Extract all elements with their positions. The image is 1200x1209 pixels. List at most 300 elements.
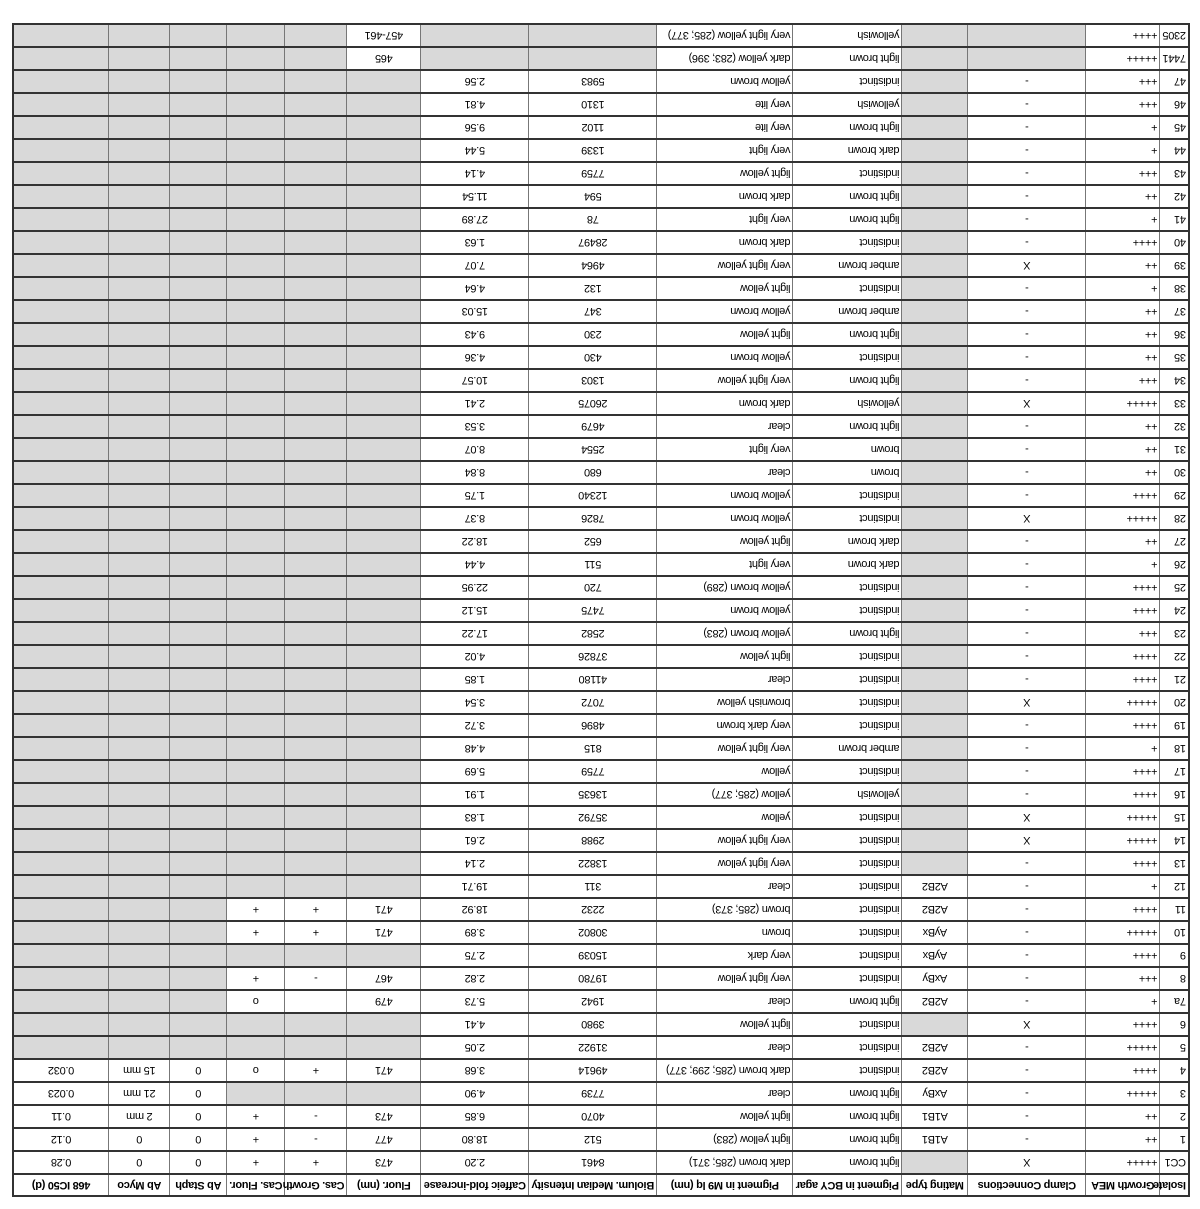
- cell-cas-fluor: o: [227, 1059, 285, 1082]
- cell-caffeic-fold: 9.43: [421, 323, 529, 346]
- cell-biolum-intensity: 2988: [529, 829, 657, 852]
- table-row: [13, 346, 1189, 369]
- table-row: [13, 645, 1189, 668]
- cell-pigment-m9: very light: [657, 438, 793, 461]
- cell-cas-growth: [285, 323, 347, 346]
- cell-mating-type: [902, 737, 968, 760]
- cell-ic50: [13, 415, 109, 438]
- cell-ab-staph: [170, 369, 227, 392]
- cell-biolum-intensity: 49614: [529, 1059, 657, 1082]
- table-row: [13, 484, 1189, 507]
- cell-caffeic-fold: 2.14: [421, 852, 529, 875]
- cell-biolum-intensity: 7475: [529, 599, 657, 622]
- column-header-ab-myco: Ab Myco: [109, 1174, 170, 1196]
- table-row: [13, 714, 1189, 737]
- cell-ab-staph: [170, 277, 227, 300]
- cell-fluor-nm: [347, 691, 421, 714]
- cell-ic50: [13, 668, 109, 691]
- cell-caffeic-fold: 2.61: [421, 829, 529, 852]
- cell-clamp-connections: -: [968, 70, 1086, 93]
- cell-pigment-m9: light yellow: [657, 1013, 793, 1036]
- cell-ic50: [13, 254, 109, 277]
- cell-ic50: [13, 162, 109, 185]
- cell-cas-fluor: [227, 254, 285, 277]
- cell-ab-myco: [109, 300, 170, 323]
- cell-ic50: 0.11: [13, 1105, 109, 1128]
- cell-mating-type: [902, 783, 968, 806]
- cell-pigment-m9: very light: [657, 208, 793, 231]
- cell-clamp-connections: -: [968, 737, 1086, 760]
- cell-mating-type: [902, 829, 968, 852]
- column-header-cas-fluor: Cas. Fluor.: [227, 1174, 285, 1196]
- cell-ab-myco: [109, 116, 170, 139]
- cell-fluor-nm: [347, 208, 421, 231]
- cell-biolum-intensity: 4070: [529, 1105, 657, 1128]
- cell-caffeic-fold: 8.84: [421, 461, 529, 484]
- cell-cas-growth: [285, 530, 347, 553]
- cell-cas-growth: [285, 737, 347, 760]
- cell-ab-staph: [170, 783, 227, 806]
- table-row: [13, 438, 1189, 461]
- cell-pigment-bcy: yellowish: [793, 392, 902, 415]
- cell-cas-growth: [285, 783, 347, 806]
- cell-caffeic-fold: 7.07: [421, 254, 529, 277]
- cell-caffeic-fold: 1.75: [421, 484, 529, 507]
- cell-isolate: 7441: [1160, 47, 1189, 70]
- cell-ab-myco: [109, 415, 170, 438]
- cell-isolate: 12: [1160, 875, 1189, 898]
- cell-ic50: [13, 484, 109, 507]
- cell-mating-type: [902, 852, 968, 875]
- table-row: [13, 139, 1189, 162]
- cell-biolum-intensity: 1310: [529, 93, 657, 116]
- cell-ab-staph: [170, 668, 227, 691]
- cell-fluor-nm: [347, 461, 421, 484]
- table-row: [13, 898, 1189, 921]
- cell-growth-mea: ++: [1086, 323, 1160, 346]
- cell-cas-fluor: [227, 1082, 285, 1105]
- cell-ab-myco: [109, 806, 170, 829]
- cell-cas-fluor: [227, 1013, 285, 1036]
- cell-ic50: [13, 208, 109, 231]
- cell-ic50: [13, 93, 109, 116]
- cell-isolate: 36: [1160, 323, 1189, 346]
- cell-clamp-connections: X: [968, 691, 1086, 714]
- cell-caffeic-fold: 9.56: [421, 116, 529, 139]
- column-header-fluor-nm: Fluor. (nm): [347, 1174, 421, 1196]
- cell-growth-mea: +++++: [1086, 921, 1160, 944]
- cell-ab-staph: [170, 438, 227, 461]
- cell-ab-myco: [109, 93, 170, 116]
- cell-ic50: 0.12: [13, 1128, 109, 1151]
- cell-biolum-intensity: 230: [529, 323, 657, 346]
- cell-fluor-nm: 473: [347, 1151, 421, 1174]
- cell-ab-staph: [170, 553, 227, 576]
- cell-cas-fluor: [227, 277, 285, 300]
- cell-caffeic-fold: 1.91: [421, 783, 529, 806]
- cell-ab-staph: [170, 852, 227, 875]
- cell-ab-myco: [109, 645, 170, 668]
- cell-clamp-connections: -: [968, 553, 1086, 576]
- cell-ab-myco: [109, 162, 170, 185]
- cell-pigment-m9: very lite: [657, 116, 793, 139]
- cell-growth-mea: ++++: [1086, 668, 1160, 691]
- cell-mating-type: [902, 415, 968, 438]
- cell-mating-type: [902, 530, 968, 553]
- cell-ab-staph: [170, 507, 227, 530]
- cell-caffeic-fold: 3.89: [421, 921, 529, 944]
- cell-fluor-nm: [347, 162, 421, 185]
- cell-cas-fluor: [227, 530, 285, 553]
- cell-biolum-intensity: 7072: [529, 691, 657, 714]
- cell-fluor-nm: [347, 484, 421, 507]
- cell-growth-mea: +++: [1086, 70, 1160, 93]
- cell-ic50: 0.28: [13, 1151, 109, 1174]
- cell-ic50: [13, 369, 109, 392]
- cell-pigment-m9: very light yellow: [657, 967, 793, 990]
- table-row: [13, 829, 1189, 852]
- cell-pigment-bcy: yellowish: [793, 783, 902, 806]
- table-row: [13, 461, 1189, 484]
- table-row: [13, 875, 1189, 898]
- table-row: [13, 116, 1189, 139]
- cell-cas-growth: [285, 944, 347, 967]
- cell-clamp-connections: -: [968, 139, 1086, 162]
- cell-isolate: 21: [1160, 668, 1189, 691]
- cell-fluor-nm: 465: [347, 47, 421, 70]
- cell-ic50: [13, 185, 109, 208]
- cell-ab-staph: 0: [170, 1082, 227, 1105]
- cell-fluor-nm: [347, 530, 421, 553]
- cell-isolate: 5: [1160, 1036, 1189, 1059]
- cell-isolate: 11: [1160, 898, 1189, 921]
- cell-pigment-bcy: light brown: [793, 47, 902, 70]
- cell-caffeic-fold: 4.64: [421, 277, 529, 300]
- cell-ab-staph: [170, 231, 227, 254]
- cell-ab-myco: [109, 484, 170, 507]
- cell-clamp-connections: -: [968, 300, 1086, 323]
- cell-ab-staph: [170, 990, 227, 1013]
- cell-cas-fluor: [227, 323, 285, 346]
- cell-growth-mea: ++++: [1086, 852, 1160, 875]
- cell-cas-fluor: +: [227, 898, 285, 921]
- cell-pigment-bcy: indistinct: [793, 1013, 902, 1036]
- cell-fluor-nm: 473: [347, 1105, 421, 1128]
- table-row: [13, 852, 1189, 875]
- cell-fluor-nm: [347, 760, 421, 783]
- cell-ab-staph: [170, 346, 227, 369]
- cell-cas-fluor: [227, 24, 285, 47]
- cell-growth-mea: +: [1086, 990, 1160, 1013]
- cell-cas-fluor: +: [227, 921, 285, 944]
- cell-fluor-nm: [347, 875, 421, 898]
- cell-pigment-bcy: indistinct: [793, 599, 902, 622]
- cell-fluor-nm: [347, 645, 421, 668]
- cell-growth-mea: ++: [1086, 1128, 1160, 1151]
- cell-caffeic-fold: 3.53: [421, 415, 529, 438]
- cell-cas-growth: [285, 714, 347, 737]
- cell-cas-fluor: [227, 47, 285, 70]
- cell-growth-mea: +++: [1086, 967, 1160, 990]
- cell-pigment-m9: clear: [657, 875, 793, 898]
- cell-pigment-bcy: light brown: [793, 415, 902, 438]
- cell-cas-fluor: [227, 714, 285, 737]
- cell-isolate: 23: [1160, 622, 1189, 645]
- cell-pigment-m9: clear: [657, 990, 793, 1013]
- cell-caffeic-fold: [421, 24, 529, 47]
- cell-growth-mea: ++: [1086, 1105, 1160, 1128]
- cell-biolum-intensity: [529, 24, 657, 47]
- cell-mating-type: [902, 484, 968, 507]
- cell-cas-growth: [285, 346, 347, 369]
- cell-pigment-bcy: indistinct: [793, 668, 902, 691]
- cell-pigment-bcy: light brown: [793, 116, 902, 139]
- cell-ab-myco: [109, 852, 170, 875]
- cell-pigment-bcy: indistinct: [793, 921, 902, 944]
- cell-ic50: [13, 139, 109, 162]
- cell-cas-growth: [285, 1013, 347, 1036]
- cell-cas-growth: [285, 484, 347, 507]
- table-row: [13, 369, 1189, 392]
- cell-isolate: 37: [1160, 300, 1189, 323]
- cell-cas-growth: [285, 70, 347, 93]
- cell-isolate: 2: [1160, 1105, 1189, 1128]
- cell-cas-fluor: +: [227, 1151, 285, 1174]
- cell-cas-fluor: [227, 461, 285, 484]
- cell-isolate: 1: [1160, 1128, 1189, 1151]
- cell-ab-staph: [170, 392, 227, 415]
- cell-fluor-nm: [347, 346, 421, 369]
- cell-ab-myco: 0: [109, 1151, 170, 1174]
- cell-ab-myco: [109, 231, 170, 254]
- cell-mating-type: [902, 70, 968, 93]
- cell-biolum-intensity: 41180: [529, 668, 657, 691]
- column-header-ab-staph: Ab Staph: [170, 1174, 227, 1196]
- cell-ic50: 0.032: [13, 1059, 109, 1082]
- table-row: [13, 691, 1189, 714]
- cell-biolum-intensity: 594: [529, 185, 657, 208]
- cell-cas-growth: [285, 599, 347, 622]
- cell-caffeic-fold: 4.81: [421, 93, 529, 116]
- cell-ab-staph: [170, 47, 227, 70]
- cell-cas-fluor: [227, 622, 285, 645]
- table-row: [13, 231, 1189, 254]
- cell-clamp-connections: X: [968, 1013, 1086, 1036]
- cell-ab-myco: [109, 599, 170, 622]
- cell-ab-myco: [109, 921, 170, 944]
- cell-ab-staph: [170, 70, 227, 93]
- cell-biolum-intensity: 30802: [529, 921, 657, 944]
- cell-pigment-bcy: amber brown: [793, 254, 902, 277]
- cell-ab-staph: [170, 645, 227, 668]
- cell-caffeic-fold: 4.44: [421, 553, 529, 576]
- cell-mating-type: [902, 254, 968, 277]
- cell-caffeic-fold: 15.03: [421, 300, 529, 323]
- cell-clamp-connections: -: [968, 622, 1086, 645]
- cell-biolum-intensity: 15039: [529, 944, 657, 967]
- cell-ab-staph: [170, 599, 227, 622]
- cell-pigment-m9: clear: [657, 1036, 793, 1059]
- cell-ic50: [13, 990, 109, 1013]
- cell-growth-mea: +++++: [1086, 392, 1160, 415]
- cell-biolum-intensity: 311: [529, 875, 657, 898]
- cell-cas-growth: [285, 208, 347, 231]
- cell-ic50: [13, 944, 109, 967]
- cell-clamp-connections: -: [968, 1036, 1086, 1059]
- cell-biolum-intensity: 37826: [529, 645, 657, 668]
- cell-ab-staph: [170, 461, 227, 484]
- cell-fluor-nm: 467: [347, 967, 421, 990]
- cell-clamp-connections: -: [968, 369, 1086, 392]
- cell-cas-fluor: +: [227, 967, 285, 990]
- cell-clamp-connections: -: [968, 783, 1086, 806]
- cell-biolum-intensity: 1102: [529, 116, 657, 139]
- cell-pigment-m9: clear: [657, 415, 793, 438]
- cell-cas-fluor: [227, 875, 285, 898]
- cell-fluor-nm: [347, 599, 421, 622]
- cell-ab-staph: [170, 139, 227, 162]
- cell-ic50: [13, 438, 109, 461]
- cell-pigment-m9: clear: [657, 1082, 793, 1105]
- cell-ic50: [13, 300, 109, 323]
- cell-fluor-nm: [347, 139, 421, 162]
- column-header-growth-mea: Growth MEA: [1086, 1174, 1160, 1196]
- cell-fluor-nm: [347, 783, 421, 806]
- cell-cas-growth: [285, 461, 347, 484]
- cell-clamp-connections: -: [968, 714, 1086, 737]
- cell-pigment-bcy: dark brown: [793, 530, 902, 553]
- cell-growth-mea: ++++: [1086, 576, 1160, 599]
- cell-mating-type: [902, 323, 968, 346]
- cell-growth-mea: ++: [1086, 461, 1160, 484]
- cell-cas-growth: [285, 392, 347, 415]
- cell-caffeic-fold: 18.92: [421, 898, 529, 921]
- cell-ab-staph: [170, 254, 227, 277]
- cell-growth-mea: +++++: [1086, 47, 1160, 70]
- cell-ic50: [13, 898, 109, 921]
- cell-pigment-bcy: indistinct: [793, 1059, 902, 1082]
- cell-biolum-intensity: 132: [529, 277, 657, 300]
- cell-biolum-intensity: 815: [529, 737, 657, 760]
- cell-isolate: 9: [1160, 944, 1189, 967]
- cell-cas-fluor: [227, 392, 285, 415]
- cell-pigment-m9: brown (285; 373): [657, 898, 793, 921]
- cell-mating-type: AxBy: [902, 967, 968, 990]
- cell-cas-growth: [285, 139, 347, 162]
- cell-clamp-connections: X: [968, 254, 1086, 277]
- cell-clamp-connections: X: [968, 1151, 1086, 1174]
- cell-pigment-bcy: indistinct: [793, 1036, 902, 1059]
- cell-fluor-nm: [347, 277, 421, 300]
- cell-cas-fluor: [227, 70, 285, 93]
- cell-isolate: 15: [1160, 806, 1189, 829]
- cell-isolate: 46: [1160, 93, 1189, 116]
- cell-biolum-intensity: 1339: [529, 139, 657, 162]
- cell-fluor-nm: [347, 369, 421, 392]
- cell-biolum-intensity: 1303: [529, 369, 657, 392]
- cell-pigment-bcy: amber brown: [793, 300, 902, 323]
- cell-ab-staph: [170, 300, 227, 323]
- table-row: [13, 530, 1189, 553]
- cell-cas-fluor: [227, 576, 285, 599]
- cell-pigment-bcy: indistinct: [793, 806, 902, 829]
- cell-cas-growth: [285, 507, 347, 530]
- cell-biolum-intensity: 7739: [529, 1082, 657, 1105]
- cell-ab-myco: [109, 668, 170, 691]
- table-row: [13, 93, 1189, 116]
- cell-pigment-m9: dark brown: [657, 231, 793, 254]
- cell-isolate: 25: [1160, 576, 1189, 599]
- table-row: [13, 737, 1189, 760]
- cell-ic50: [13, 921, 109, 944]
- cell-cas-fluor: [227, 300, 285, 323]
- cell-mating-type: [902, 369, 968, 392]
- cell-pigment-m9: yellow: [657, 806, 793, 829]
- cell-mating-type: [902, 622, 968, 645]
- cell-ab-myco: [109, 507, 170, 530]
- cell-ab-myco: [109, 392, 170, 415]
- cell-mating-type: [902, 760, 968, 783]
- cell-growth-mea: ++: [1086, 438, 1160, 461]
- cell-ab-myco: [109, 553, 170, 576]
- cell-pigment-m9: very light yellow: [657, 254, 793, 277]
- cell-cas-growth: -: [285, 1105, 347, 1128]
- table-row: [13, 990, 1189, 1013]
- cell-caffeic-fold: 3.72: [421, 714, 529, 737]
- cell-mating-type: [902, 231, 968, 254]
- cell-mating-type: A2B2: [902, 990, 968, 1013]
- cell-ab-myco: [109, 438, 170, 461]
- cell-mating-type: [902, 47, 968, 70]
- cell-clamp-connections: -: [968, 967, 1086, 990]
- cell-clamp-connections: -: [968, 208, 1086, 231]
- cell-clamp-connections: -: [968, 852, 1086, 875]
- cell-pigment-bcy: indistinct: [793, 760, 902, 783]
- cell-biolum-intensity: 680: [529, 461, 657, 484]
- cell-isolate: 24: [1160, 599, 1189, 622]
- cell-isolate: CC1: [1160, 1151, 1189, 1174]
- cell-ab-staph: [170, 208, 227, 231]
- cell-ic50: [13, 852, 109, 875]
- cell-cas-growth: +: [285, 1059, 347, 1082]
- cell-clamp-connections: -: [968, 162, 1086, 185]
- cell-growth-mea: +: [1086, 139, 1160, 162]
- cell-ic50: 0.023: [13, 1082, 109, 1105]
- cell-clamp-connections: -: [968, 898, 1086, 921]
- cell-fluor-nm: [347, 806, 421, 829]
- cell-pigment-bcy: amber brown: [793, 737, 902, 760]
- cell-ab-staph: [170, 944, 227, 967]
- cell-cas-growth: +: [285, 921, 347, 944]
- cell-isolate: 29: [1160, 484, 1189, 507]
- cell-ic50: [13, 530, 109, 553]
- cell-fluor-nm: [347, 668, 421, 691]
- cell-cas-fluor: [227, 645, 285, 668]
- cell-cas-fluor: [227, 691, 285, 714]
- cell-cas-growth: [285, 185, 347, 208]
- cell-fluor-nm: [347, 70, 421, 93]
- cell-ab-staph: [170, 1036, 227, 1059]
- table-row: [13, 1128, 1189, 1151]
- cell-isolate: 42: [1160, 185, 1189, 208]
- cell-pigment-m9: light yellow: [657, 277, 793, 300]
- cell-fluor-nm: [347, 438, 421, 461]
- cell-caffeic-fold: 5.73: [421, 990, 529, 1013]
- table-row: [13, 1013, 1189, 1036]
- cell-ic50: [13, 691, 109, 714]
- cell-ic50: [13, 599, 109, 622]
- cell-growth-mea: +: [1086, 875, 1160, 898]
